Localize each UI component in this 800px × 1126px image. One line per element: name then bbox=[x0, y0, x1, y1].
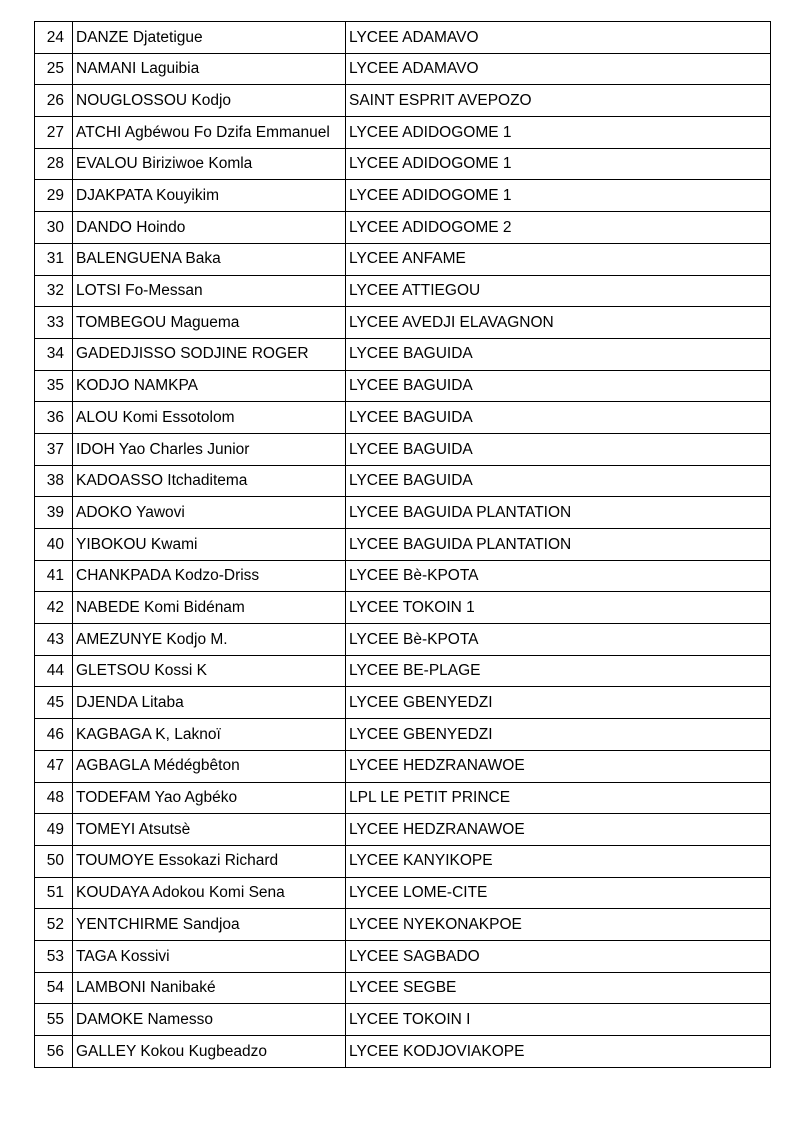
school-name-cell: LYCEE BAGUIDA bbox=[346, 338, 771, 370]
student-name-cell: AMEZUNYE Kodjo M. bbox=[73, 624, 346, 656]
student-name-cell: IDOH Yao Charles Junior bbox=[73, 433, 346, 465]
table-row bbox=[35, 655, 771, 687]
row-number-cell: 40 bbox=[35, 529, 73, 561]
row-number-cell: 37 bbox=[35, 433, 73, 465]
school-name-cell: LYCEE GBENYEDZI bbox=[346, 687, 771, 719]
school-name-cell: LYCEE Bè-KPOTA bbox=[346, 624, 771, 656]
row-number-cell: 45 bbox=[35, 687, 73, 719]
school-name-cell: LYCEE HEDZRANAWOE bbox=[346, 814, 771, 846]
table-row bbox=[35, 212, 771, 244]
table-row bbox=[35, 909, 771, 941]
student-name-cell: NAMANI Laguibia bbox=[73, 53, 346, 85]
table-row bbox=[35, 1004, 771, 1036]
row-number-cell: 54 bbox=[35, 972, 73, 1004]
row-number-cell: 55 bbox=[35, 1004, 73, 1036]
row-number-cell: 49 bbox=[35, 814, 73, 846]
student-name-cell: ATCHI Agbéwou Fo Dzifa Emmanuel bbox=[73, 117, 346, 149]
student-name-cell: KADOASSO Itchaditema bbox=[73, 465, 346, 497]
student-name-cell: LOTSI Fo-Messan bbox=[73, 275, 346, 307]
school-name-cell: LYCEE ADIDOGOME 1 bbox=[346, 117, 771, 149]
school-name-cell: LYCEE AVEDJI ELAVAGNON bbox=[346, 307, 771, 339]
table-row bbox=[35, 592, 771, 624]
row-number-cell: 27 bbox=[35, 117, 73, 149]
table-row bbox=[35, 180, 771, 212]
school-name-cell: LYCEE BAGUIDA bbox=[346, 402, 771, 434]
school-name-cell: LYCEE BAGUIDA PLANTATION bbox=[346, 529, 771, 561]
table-row bbox=[35, 814, 771, 846]
table-row bbox=[35, 845, 771, 877]
student-name-cell: LAMBONI Nanibaké bbox=[73, 972, 346, 1004]
table-row bbox=[35, 1036, 771, 1068]
row-number-cell: 30 bbox=[35, 212, 73, 244]
school-name-cell: LYCEE BAGUIDA bbox=[346, 465, 771, 497]
student-name-cell: BALENGUENA Baka bbox=[73, 243, 346, 275]
school-name-cell: LYCEE ADAMAVO bbox=[346, 22, 771, 54]
table-row bbox=[35, 433, 771, 465]
school-name-cell: LPL LE PETIT PRINCE bbox=[346, 782, 771, 814]
school-name-cell: LYCEE GBENYEDZI bbox=[346, 719, 771, 751]
student-name-cell: GALLEY Kokou Kugbeadzo bbox=[73, 1036, 346, 1068]
table-row bbox=[35, 148, 771, 180]
row-number-cell: 50 bbox=[35, 845, 73, 877]
row-number-cell: 39 bbox=[35, 497, 73, 529]
row-number-cell: 24 bbox=[35, 22, 73, 54]
table-row bbox=[35, 497, 771, 529]
row-number-cell: 52 bbox=[35, 909, 73, 941]
table-row bbox=[35, 370, 771, 402]
table-row bbox=[35, 940, 771, 972]
row-number-cell: 25 bbox=[35, 53, 73, 85]
row-number-cell: 26 bbox=[35, 85, 73, 117]
row-number-cell: 32 bbox=[35, 275, 73, 307]
table-row bbox=[35, 307, 771, 339]
school-name-cell: LYCEE BAGUIDA bbox=[346, 433, 771, 465]
student-name-cell: YIBOKOU Kwami bbox=[73, 529, 346, 561]
roster-table-body bbox=[35, 22, 771, 1068]
table-row bbox=[35, 85, 771, 117]
table-row bbox=[35, 877, 771, 909]
school-name-cell: LYCEE SAGBADO bbox=[346, 940, 771, 972]
row-number-cell: 34 bbox=[35, 338, 73, 370]
table-row bbox=[35, 719, 771, 751]
row-number-cell: 51 bbox=[35, 877, 73, 909]
student-name-cell: DANZE Djatetigue bbox=[73, 22, 346, 54]
row-number-cell: 33 bbox=[35, 307, 73, 339]
row-number-cell: 47 bbox=[35, 750, 73, 782]
table-row bbox=[35, 560, 771, 592]
table-row bbox=[35, 782, 771, 814]
school-name-cell: LYCEE KODJOVIAKOPE bbox=[346, 1036, 771, 1068]
student-name-cell: KOUDAYA Adokou Komi Sena bbox=[73, 877, 346, 909]
row-number-cell: 42 bbox=[35, 592, 73, 624]
student-name-cell: GADEDJISSO SODJINE ROGER bbox=[73, 338, 346, 370]
student-name-cell: TOMBEGOU Maguema bbox=[73, 307, 346, 339]
table-row bbox=[35, 624, 771, 656]
school-name-cell: LYCEE ANFAME bbox=[346, 243, 771, 275]
row-number-cell: 35 bbox=[35, 370, 73, 402]
table-row bbox=[35, 529, 771, 561]
student-name-cell: TAGA Kossivi bbox=[73, 940, 346, 972]
row-number-cell: 43 bbox=[35, 624, 73, 656]
school-name-cell: LYCEE BAGUIDA bbox=[346, 370, 771, 402]
row-number-cell: 48 bbox=[35, 782, 73, 814]
student-name-cell: ADOKO Yawovi bbox=[73, 497, 346, 529]
student-name-cell: KAGBAGA K, Laknoï bbox=[73, 719, 346, 751]
school-name-cell: LYCEE Bè-KPOTA bbox=[346, 560, 771, 592]
row-number-cell: 28 bbox=[35, 148, 73, 180]
row-number-cell: 56 bbox=[35, 1036, 73, 1068]
school-name-cell: LYCEE ADIDOGOME 1 bbox=[346, 180, 771, 212]
table-row bbox=[35, 275, 771, 307]
student-name-cell: TODEFAM Yao Agbéko bbox=[73, 782, 346, 814]
school-name-cell: LYCEE BE-PLAGE bbox=[346, 655, 771, 687]
table-row bbox=[35, 750, 771, 782]
student-name-cell: TOMEYI Atsutsè bbox=[73, 814, 346, 846]
school-name-cell: LYCEE BAGUIDA PLANTATION bbox=[346, 497, 771, 529]
school-name-cell: LYCEE NYEKONAKPOE bbox=[346, 909, 771, 941]
student-name-cell: EVALOU Biriziwoe Komla bbox=[73, 148, 346, 180]
school-name-cell: LYCEE SEGBE bbox=[346, 972, 771, 1004]
row-number-cell: 44 bbox=[35, 655, 73, 687]
table-row bbox=[35, 117, 771, 149]
row-number-cell: 53 bbox=[35, 940, 73, 972]
student-name-cell: KODJO NAMKPA bbox=[73, 370, 346, 402]
student-name-cell: DJENDA Litaba bbox=[73, 687, 346, 719]
student-name-cell: TOUMOYE Essokazi Richard bbox=[73, 845, 346, 877]
table-row bbox=[35, 53, 771, 85]
school-name-cell: LYCEE LOME-CITE bbox=[346, 877, 771, 909]
table-row bbox=[35, 687, 771, 719]
row-number-cell: 46 bbox=[35, 719, 73, 751]
table-row bbox=[35, 243, 771, 275]
row-number-cell: 41 bbox=[35, 560, 73, 592]
student-name-cell: DJAKPATA Kouyikim bbox=[73, 180, 346, 212]
student-name-cell: CHANKPADA Kodzo-Driss bbox=[73, 560, 346, 592]
student-name-cell: GLETSOU Kossi K bbox=[73, 655, 346, 687]
school-name-cell: LYCEE ADIDOGOME 1 bbox=[346, 148, 771, 180]
row-number-cell: 29 bbox=[35, 180, 73, 212]
table-row bbox=[35, 22, 771, 54]
school-name-cell: LYCEE ADIDOGOME 2 bbox=[346, 212, 771, 244]
student-name-cell: DAMOKE Namesso bbox=[73, 1004, 346, 1036]
school-name-cell: LYCEE TOKOIN I bbox=[346, 1004, 771, 1036]
row-number-cell: 31 bbox=[35, 243, 73, 275]
school-name-cell: LYCEE KANYIKOPE bbox=[346, 845, 771, 877]
row-number-cell: 38 bbox=[35, 465, 73, 497]
table-row bbox=[35, 972, 771, 1004]
table-row bbox=[35, 338, 771, 370]
row-number-cell: 36 bbox=[35, 402, 73, 434]
student-name-cell: YENTCHIRME Sandjoa bbox=[73, 909, 346, 941]
student-name-cell: NABEDE Komi Bidénam bbox=[73, 592, 346, 624]
school-name-cell: SAINT ESPRIT AVEPOZO bbox=[346, 85, 771, 117]
school-name-cell: LYCEE ADAMAVO bbox=[346, 53, 771, 85]
student-name-cell: ALOU Komi Essotolom bbox=[73, 402, 346, 434]
student-name-cell: AGBAGLA Médégbêton bbox=[73, 750, 346, 782]
school-name-cell: LYCEE ATTIEGOU bbox=[346, 275, 771, 307]
roster-table bbox=[34, 21, 771, 1068]
student-name-cell: NOUGLOSSOU Kodjo bbox=[73, 85, 346, 117]
table-row bbox=[35, 402, 771, 434]
table-row bbox=[35, 465, 771, 497]
school-name-cell: LYCEE TOKOIN 1 bbox=[346, 592, 771, 624]
student-name-cell: DANDO Hoindo bbox=[73, 212, 346, 244]
school-name-cell: LYCEE HEDZRANAWOE bbox=[346, 750, 771, 782]
